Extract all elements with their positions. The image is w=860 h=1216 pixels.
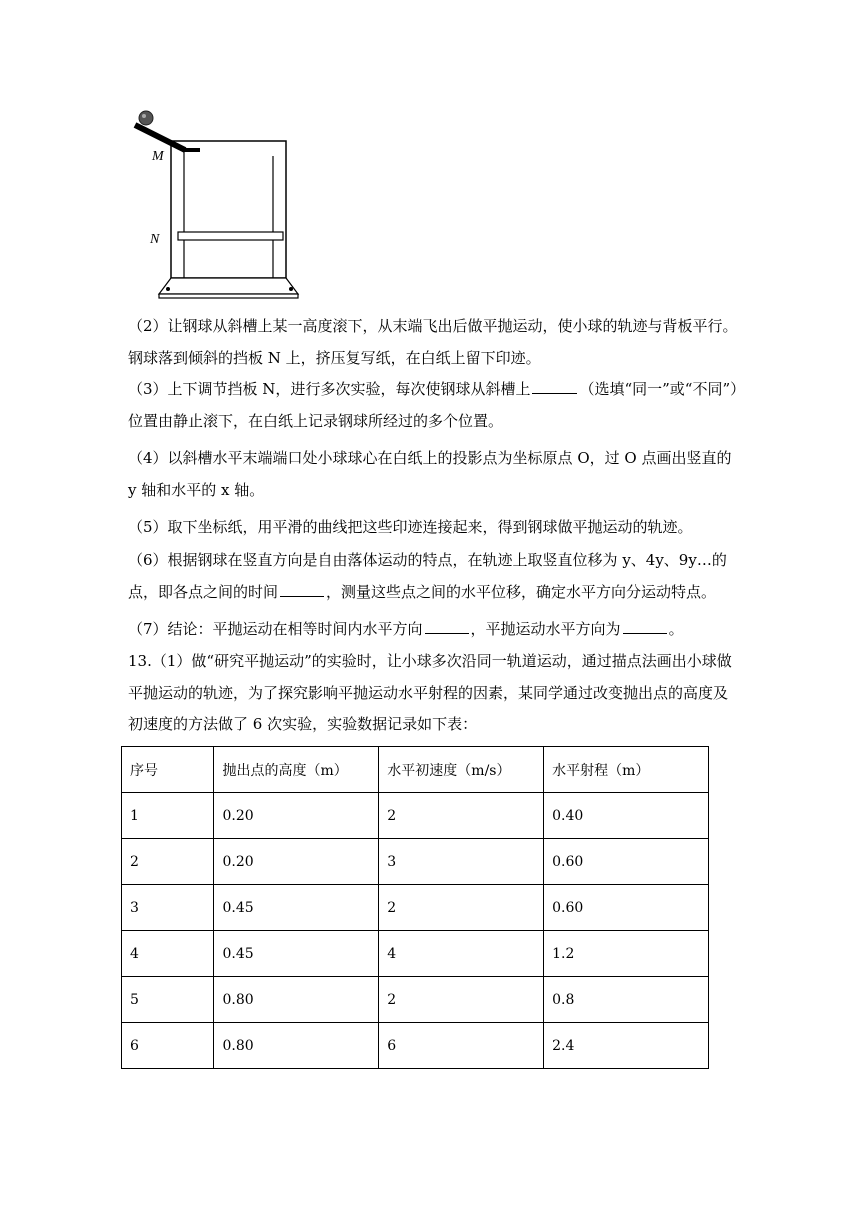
cell-height: 0.20 <box>214 793 379 839</box>
step-4-paragraph: （4）以斜槽水平末端端口处小球球心在白纸上的投影点为坐标原点 O，过 O 点画出竖直的 y 轴和水平的 x 轴。 <box>128 449 732 499</box>
cell-index: 3 <box>122 885 214 931</box>
cell-index: 1 <box>122 793 214 839</box>
cell-height: 0.45 <box>214 931 379 977</box>
table-row <box>122 885 709 931</box>
cell-index: 4 <box>122 931 214 977</box>
experiment-data-table <box>121 746 709 1069</box>
cell-range: 2.4 <box>544 1023 709 1069</box>
label-n: N <box>150 232 160 247</box>
step-3-text-before: （3）上下调节挡板 N，进行多次实验，每次使钢球从斜槽上 <box>128 380 531 398</box>
cell-height: 0.80 <box>214 1023 379 1069</box>
inclined-chute <box>135 125 185 150</box>
table-row <box>122 793 709 839</box>
apparatus-figure <box>128 104 308 304</box>
baffle-n <box>178 232 283 240</box>
cell-index: 6 <box>122 1023 214 1069</box>
step-2-paragraph: （2）让钢球从斜槽上某一高度滚下，从末端飞出后做平抛运动，使小球的轨迹与背板平行。钢球落到倾斜的挡板 N 上，挤压复写纸，在白纸上留下印迹。 <box>128 317 738 367</box>
step-7-text-middle: ，平抛运动水平方向为 <box>470 620 621 638</box>
step-7-paragraph <box>128 614 738 646</box>
cell-speed: 2 <box>379 977 544 1023</box>
base-screw-left <box>166 287 170 291</box>
cell-speed: 2 <box>379 885 544 931</box>
step-3-paragraph <box>128 374 738 437</box>
step-5-paragraph: （5）取下坐标纸，用平滑的曲线把这些印迹连接起来，得到钢球做平抛运动的轨迹。 <box>128 518 693 536</box>
table-row <box>122 1023 709 1069</box>
apparatus-diagram <box>128 104 308 304</box>
question-13-paragraph: 13.（1）做“研究平抛运动”的实验时，让小球多次沿同一轨道运动，通过描点法画出小球做平抛运动的轨迹，为了探究影响平抛运动水平射程的因素，某同学通过改变抛出点的高度及初速度的方法做了 6 次实验，实验数据记录如下表： <box>128 652 732 733</box>
cell-range: 1.2 <box>544 931 709 977</box>
header-height: 抛出点的高度（m） <box>214 747 379 793</box>
cell-range: 0.60 <box>544 885 709 931</box>
base-screw-right <box>289 287 293 291</box>
step-3-text-after: （选填“同一”或“不同”）位置由静止滚下，在白纸上记录钢球所经过的多个位置。 <box>128 380 738 430</box>
cell-height: 0.80 <box>214 977 379 1023</box>
base-front <box>159 294 298 298</box>
step-7-text-after: 。 <box>668 620 684 638</box>
table-row <box>122 839 709 885</box>
cell-speed: 6 <box>379 1023 544 1069</box>
ball-highlight <box>142 114 146 118</box>
header-index: 序号 <box>122 747 214 793</box>
base-top <box>159 278 298 294</box>
answer-blank-time[interactable] <box>280 580 324 597</box>
table-row <box>122 931 709 977</box>
cell-speed: 4 <box>379 931 544 977</box>
cell-range: 0.60 <box>544 839 709 885</box>
cell-index: 5 <box>122 977 214 1023</box>
cell-speed: 3 <box>379 839 544 885</box>
step-6-text-before: （6）根据钢球在竖直方向是自由落体运动的特点，在轨迹上取竖直位移为 y、4y、9y…的点，即各点之间的时间 <box>128 551 727 601</box>
table-header-row <box>122 747 709 793</box>
steel-ball <box>139 111 153 125</box>
header-range: 水平射程（m） <box>544 747 709 793</box>
cell-index: 2 <box>122 839 214 885</box>
answer-blank-position[interactable] <box>532 377 577 394</box>
answer-blank-horizontal[interactable] <box>425 617 469 634</box>
step-6-paragraph <box>128 545 738 608</box>
answer-blank-motion-type[interactable] <box>623 617 667 634</box>
cell-height: 0.20 <box>214 839 379 885</box>
label-m: M <box>152 149 164 164</box>
cell-range: 0.40 <box>544 793 709 839</box>
step-6-text-after: ，测量这些点之间的水平位移，确定水平方向分运动特点。 <box>326 582 717 601</box>
step-7-text-before: （7）结论：平抛运动在相等时间内水平方向 <box>128 620 423 638</box>
header-initial-speed: 水平初速度（m/s） <box>379 747 544 793</box>
cell-speed: 2 <box>379 793 544 839</box>
cell-range: 0.8 <box>544 977 709 1023</box>
table-row <box>122 977 709 1023</box>
backboard <box>171 141 286 278</box>
cell-height: 0.45 <box>214 885 379 931</box>
